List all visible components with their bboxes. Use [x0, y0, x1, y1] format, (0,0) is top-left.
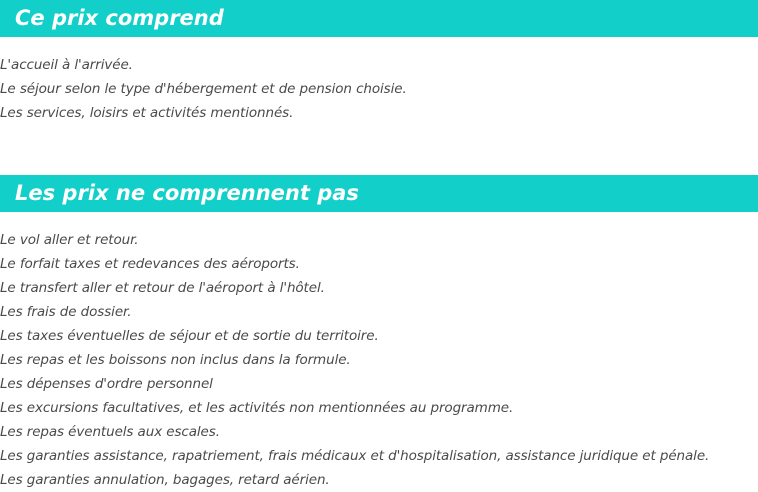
list-item: Les garanties assistance, rapatriement, frais médicaux et d'hospitalisation, assistance juridique et pénale.	[0, 448, 710, 464]
excluded-list	[0, 228, 709, 492]
list-item: Les services, loisirs et activités mentionnés.	[0, 105, 294, 121]
list-item: Le transfert aller et retour de l'aéroport à l'hôtel.	[0, 280, 325, 296]
list-item: Les garanties annulation, bagages, retard aérien.	[0, 472, 330, 488]
list-item: Les taxes éventuelles de séjour et de sortie du territoire.	[0, 328, 379, 344]
list-item: Les repas éventuels aux escales.	[0, 424, 220, 440]
list-item: Le vol aller et retour.	[0, 232, 139, 248]
list-item: Le forfait taxes et redevances des aéroports.	[0, 256, 300, 272]
list-item: Les excursions facultatives, et les activités non mentionnées au programme.	[0, 400, 514, 416]
list-item: L'accueil à l'arrivée.	[0, 57, 133, 73]
excluded-section-title: Les prix ne comprennent pas	[0, 175, 758, 212]
list-item: Le séjour selon le type d'hébergement et de pension choisie.	[0, 81, 407, 97]
included-list	[0, 53, 407, 125]
list-item: Les frais de dossier.	[0, 304, 132, 320]
included-section-title: Ce prix comprend	[0, 0, 758, 37]
list-item: Les dépenses d'ordre personnel	[0, 376, 213, 392]
list-item: Les repas et les boissons non inclus dans la formule.	[0, 352, 351, 368]
